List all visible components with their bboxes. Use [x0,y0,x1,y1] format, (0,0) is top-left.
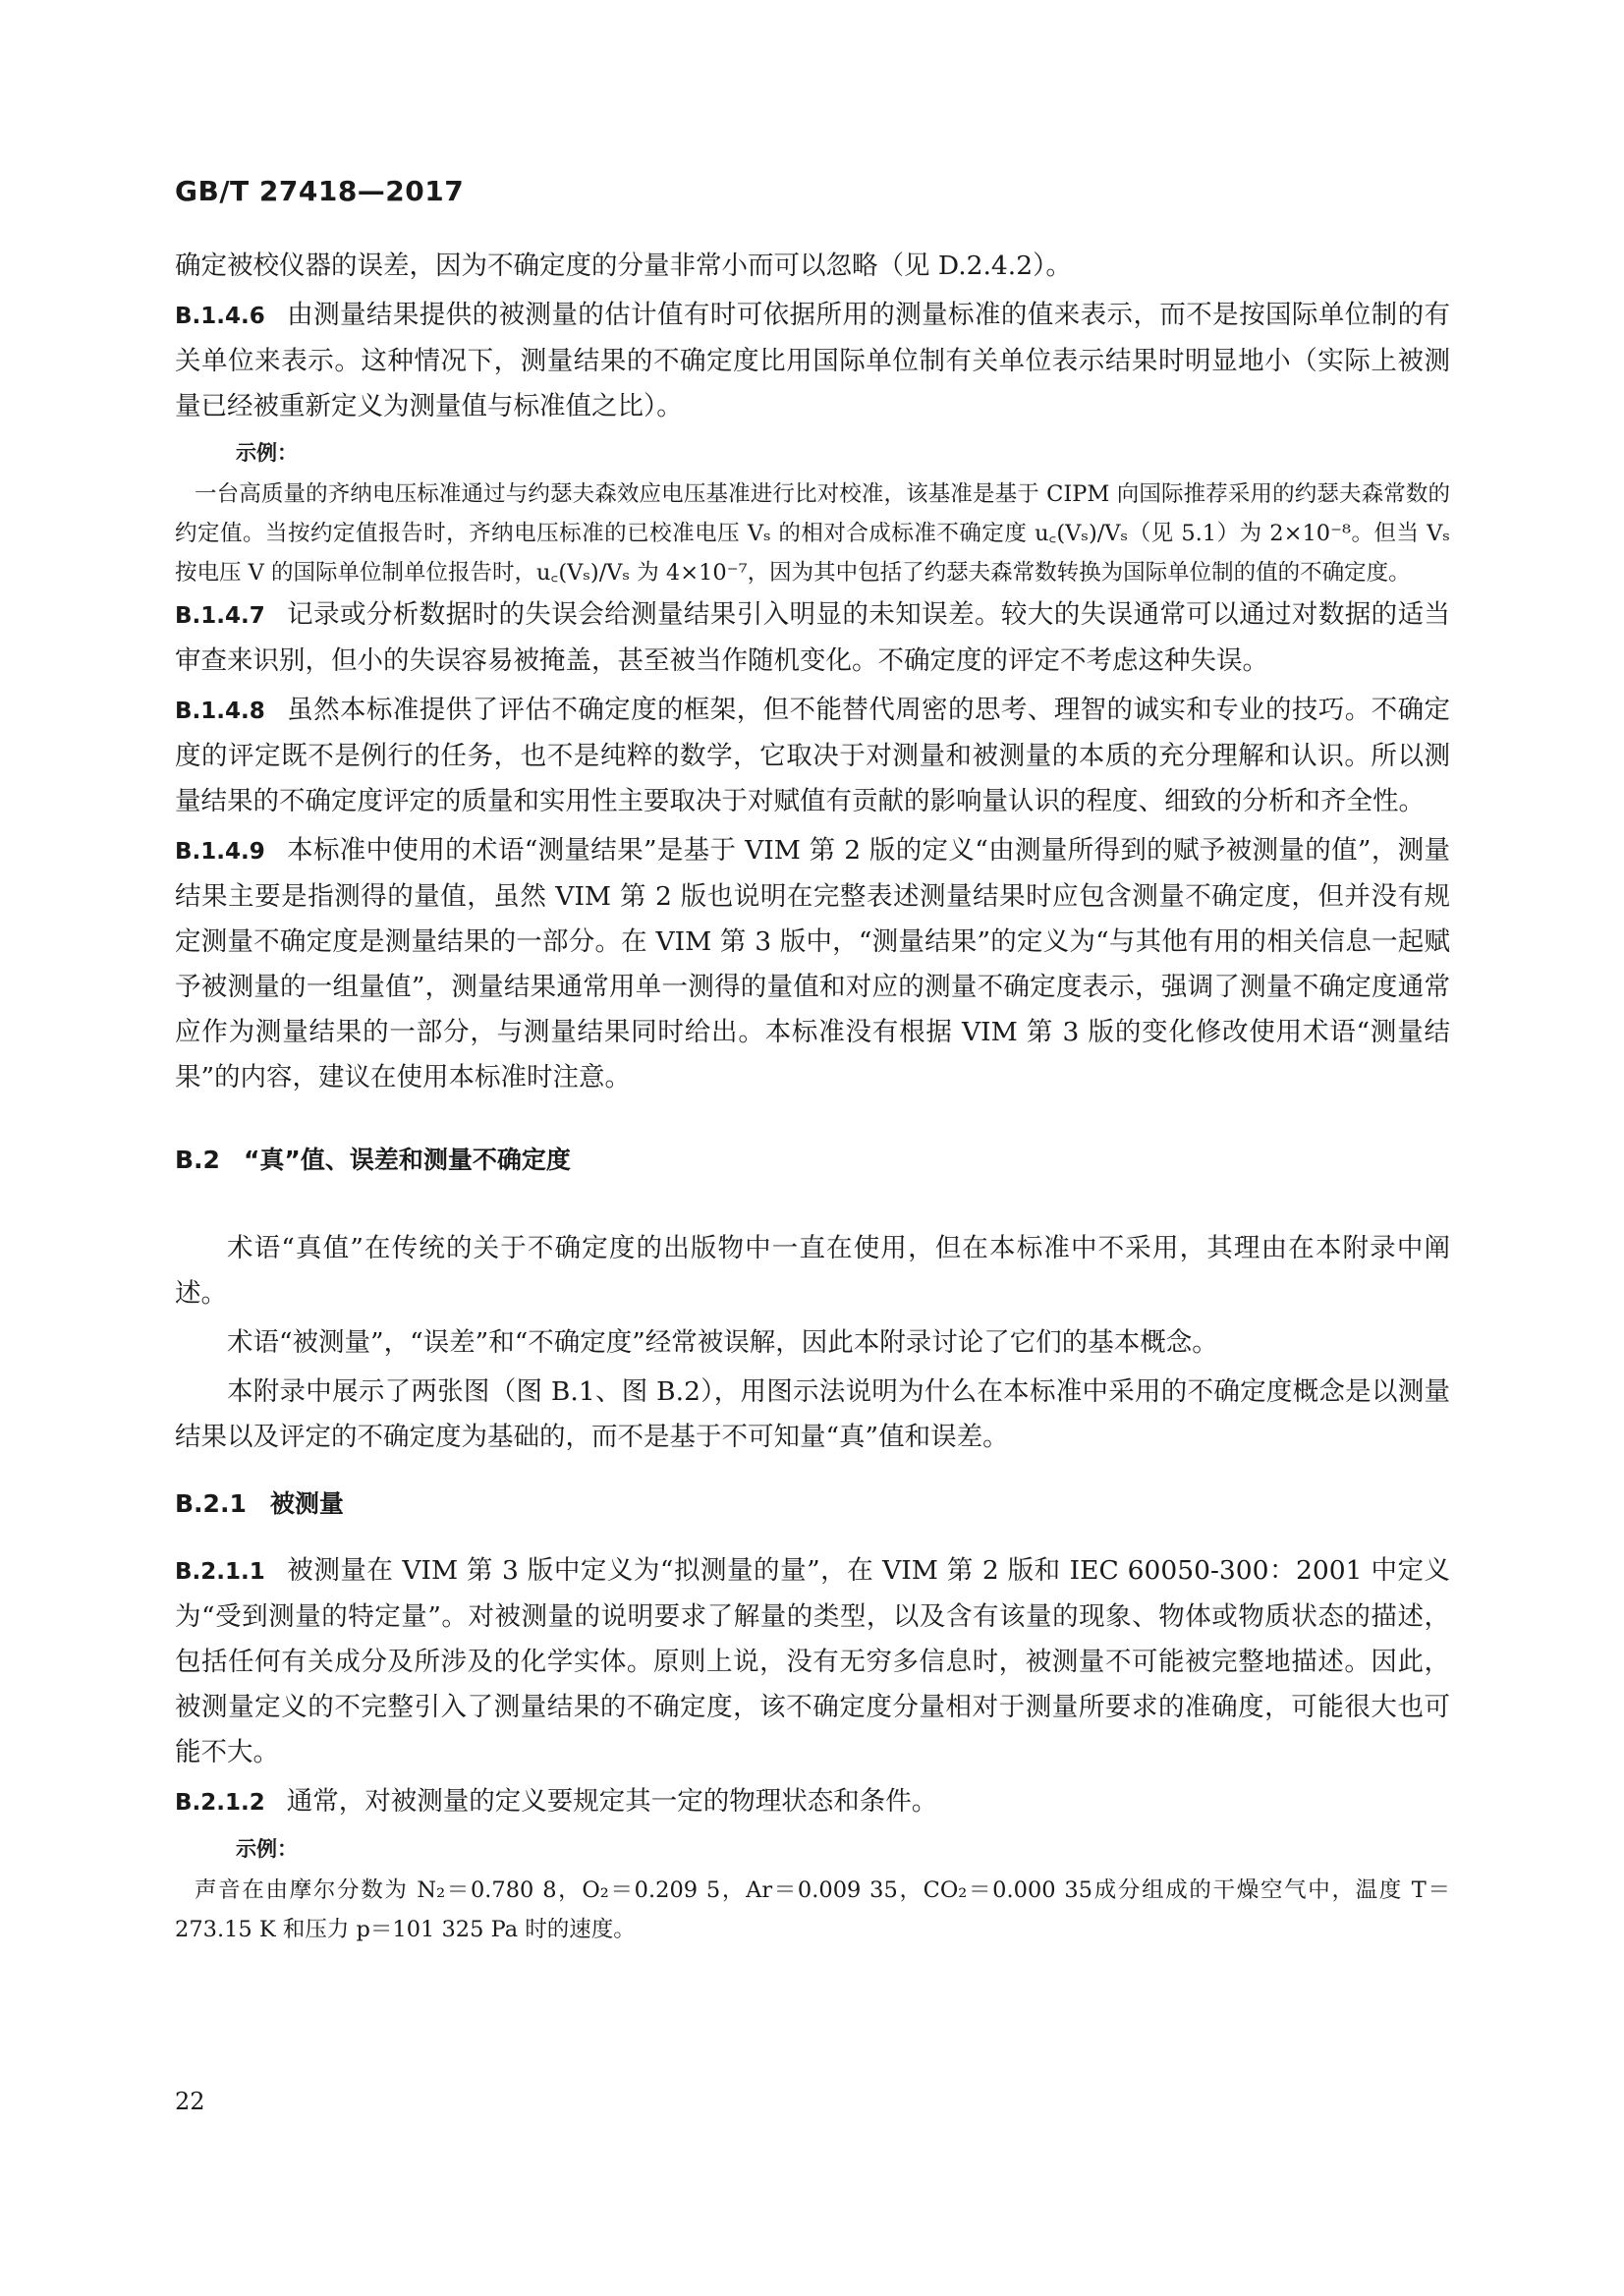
clause-text: 记录或分析数据时的失误会给测量结果引入明显的未知误差。较大的失误通常可以通过对数据的适当审查来识别，但小的失误容易被掩盖，甚至被当作随机变化。不确定度的评定不考虑这种失误。 [175,599,1450,676]
section-heading-b-2 [175,1138,1450,1183]
clause-text: 虽然本标准提供了评估不确定度的框架，但不能替代周密的思考、理智的诚实和专业的技巧。不确定度的评定既不是例行的任务，也不是纯粹的数学，它取决于对测量和被测量的本质的充分理解和认识。所以测量结果的不确定度评定的质量和实用性主要取决于对赋值有贡献的影响量认识的程度、细致的分析和齐全性。 [175,695,1450,816]
example-text: 一台高质量的齐纳电压标准通过与约瑟夫森效应电压基准进行比对校准，该基准是基于 CIPM 向国际推荐采用的约瑟夫森常数的约定值。当按约定值报告时，齐纳电压标准的已校准电压 Vₛ 的相对合成标准不确定度 u꜀(Vₛ)/Vₛ（见 5.1）为 2×10⁻⁸。但当 Vₛ 按电压 V 的国际单位制单位报告时，u꜀(Vₛ)/Vₛ 为 4×10⁻⁷，因为其中包括了约瑟夫森常数转换为国际单位制的值的不确定度。 [175,481,1450,586]
section-number: B.2.1 [175,1489,247,1518]
clause-b-2-1-1 [175,1548,1450,1775]
clause-number: B.1.4.8 [175,699,265,724]
clause-b-1-4-7 [175,592,1450,684]
clause-number: B.1.4.7 [175,603,265,629]
section-number: B.2 [175,1146,220,1174]
clause-text: 由测量结果提供的被测量的估计值有时可依据所用的测量标准的值来表示，而不是按国际单位制的有关单位来表示。这种情况下，测量结果的不确定度比用国际单位制有关单位表示结果时明显地小（实际上被测量已经被重新定义为测量值与标准值之比）。 [175,300,1450,421]
clause-number: B.1.4.6 [175,304,265,329]
section-heading-b-2-1 [175,1482,1450,1527]
clause-b-1-4-9 [175,828,1450,1100]
example-text: 声音在由摩尔分数为 N₂＝0.780 8，O₂＝0.209 5，Ar＝0.009 35，CO₂＝0.000 35成分组成的干燥空气中，温度 T＝273.15 K 和压力 p＝101 325 Pa 时的速度。 [175,1877,1450,1942]
example-label: 示例： [236,1837,298,1861]
clause-b-2-1-2 [175,1779,1450,1825]
standard-header: GB/T 27418—2017 [175,175,465,207]
paragraph-continuation: 确定被校仪器的误差，因为不确定度的分量非常小而可以忽略（见 D.2.4.2）。 [175,251,1072,281]
clause-number: B.2.1.2 [175,1790,265,1816]
clause-number: B.1.4.9 [175,839,265,865]
page-number: 22 [175,2088,205,2115]
clause-text: 本标准中使用的术语“测量结果”是基于 VIM 第 2 版的定义“由测量所得到的赋予被测量的值”，测量结果主要是指测得的量值，虽然 VIM 第 2 版也说明在完整表述测量结果时应包含测量不确定度，但并没有规定测量不确定度是测量结果的一部分。在 VIM 第 3 版中，“测量结果”的定义为“与其他有用的相关信息一起赋予被测量的一组量值”，测量结果通常用单一测得的量值和对应的测量不确定度表示，强调了测量不确定度通常应作为测量结果的一部分，与测量结果同时给出。本标准没有根据 VIM 第 3 版的变化修改使用术语“测量结果”的内容，建议在使用本标准时注意。 [175,835,1450,1092]
clause-b-1-4-8 [175,688,1450,824]
clause-b-1-4-6 [175,293,1450,429]
paragraph: 本附录中展示了两张图（图 B.1、图 B.2），用图示法说明为什么在本标准中采用的不确定度概念是以测量结果以及评定的不确定度为基础的，而不是基于不可知量“真”值和误差。 [175,1376,1450,1452]
paragraph: 术语“被测量”，“误差”和“不确定度”经常被误解，因此本附录讨论了它们的基本概念。 [227,1327,1218,1358]
section-title: 被测量 [269,1489,344,1518]
clause-text: 通常，对被测量的定义要规定其一定的物理状态和条件。 [286,1786,938,1817]
paragraph: 术语“真值”在传统的关于不确定度的出版物中一直在使用，但在本标准中不采用，其理由在本附录中阐述。 [175,1233,1450,1309]
example-label: 示例： [236,441,298,465]
section-title: “真”值、误差和测量不确定度 [243,1146,571,1174]
document-body [175,244,1450,1949]
clause-text: 被测量在 VIM 第 3 版中定义为“拟测量的量”，在 VIM 第 2 版和 IEC 60050-300：2001 中定义为“受到测量的特定量”。对被测量的说明要求了解量的类型，以及含有该量的现象、物体或物质状态的描述，包括任何有关成分及所涉及的化学实体。原则上说，没有无穷多信息时，被测量不可能被完整地描述。因此，被测量定义的不完整引入了测量结果的不确定度，该不确定度分量相对于测量所要求的准确度，可能很大也可能不大。 [175,1555,1450,1767]
clause-number: B.2.1.1 [175,1559,265,1585]
